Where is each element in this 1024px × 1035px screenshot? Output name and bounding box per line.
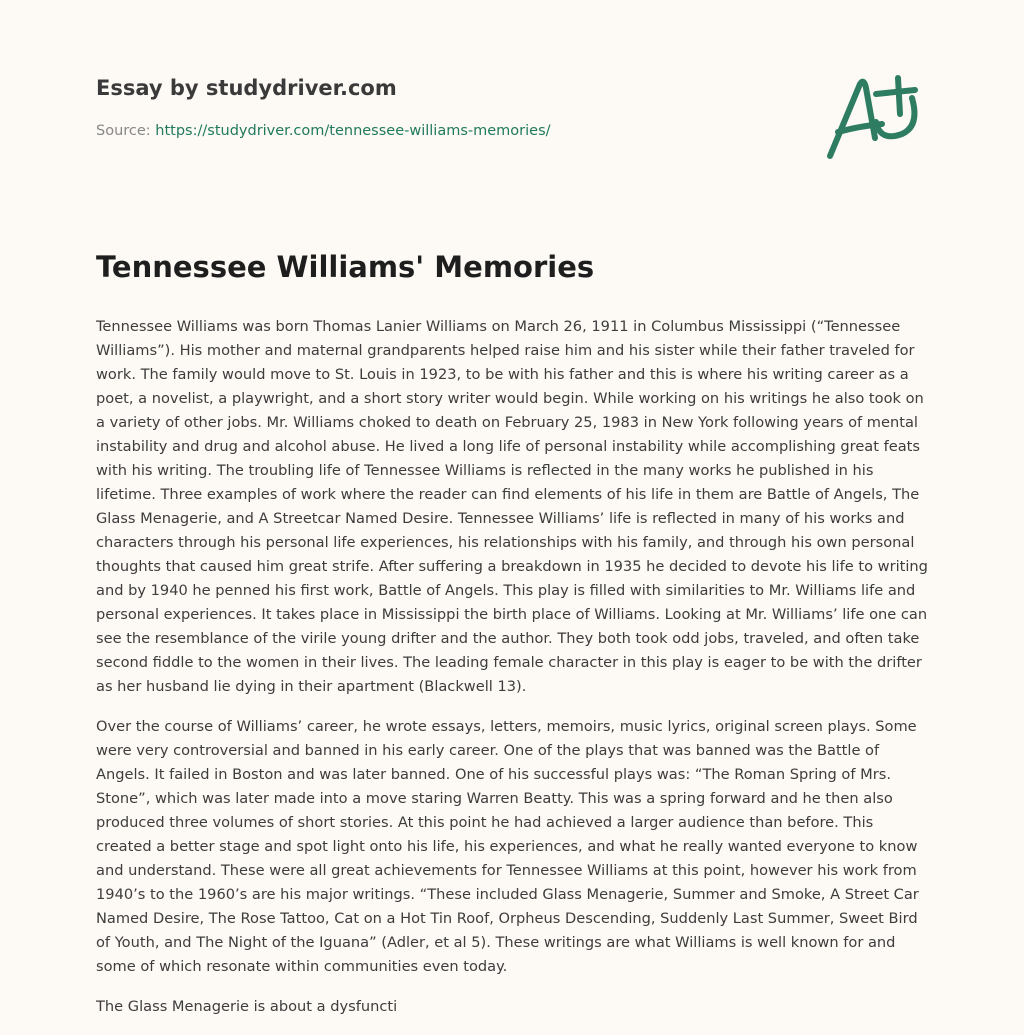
source-line: [96, 123, 551, 139]
site-brand: Essay by studydriver.com: [96, 76, 397, 100]
source-label: Source:: [96, 123, 151, 139]
a-plus-logo-icon: [820, 66, 930, 166]
paragraph: Over the course of Williams’ career, he wrote essays, letters, memoirs, music lyrics, original screen plays. Some were very controversial and banned in his early career. One of the plays that was banned was the Battle of Angels. It failed in Boston and was later banned. One of his successful plays was: “The Roman Spring of Mrs. Stone”, which was later made into a move staring Warren Beatty. This was a spring forward and he then also produced three volumes of short stories. At this point he had achieved a larger audience than before. This created a better stage and spot light onto his life, his experiences, and what he really wanted everyone to know and understand. These were all great achievements for Tennessee Williams at this point, however his work from 1940’s to the 1960’s are his major writings. “These included Glass Menagerie, Summer and Smoke, A Street Car Named Desire, The Rose Tattoo, Cat on a Hot Tin Roof, Orpheus Descending, Suddenly Last Summer, Sweet Bird of Youth, and The Night of the Iguana” (Adler, et al 5). These writings are what Williams is well known for and some of which resonate within communities even today.: [96, 718, 919, 975]
source-link[interactable]: https://studydriver.com/tennessee-williams-memories/: [155, 123, 551, 139]
article-body: [96, 315, 932, 1035]
paragraph: The Glass Menagerie is about a dysfuncti: [96, 998, 398, 1015]
article-title: Tennessee Williams' Memories: [96, 250, 595, 284]
paragraph: Tennessee Williams was born Thomas Lanier Williams on March 26, 1911 in Columbus Mississippi (“Tennessee Williams”). His mother and maternal grandparents helped raise him and his sister while their father traveled for work. The family would move to St. Louis in 1923, to be with his father and this is where his writing career as a poet, a novelist, a playwright, and a short story writer would begin. While working on his writings he also took on a variety of other jobs. Mr. Williams choked to death on February 25, 1983 in New York following years of mental instability and drug and alcohol abuse. He lived a long life of personal instability while accomplishing great feats with his writing. The troubling life of Tennessee Williams is reflected in the many works he published in his lifetime. Three examples of work where the reader can find elements of his life in them are Battle of Angels, The Glass Menagerie, and A Streetcar Named Desire. Tennessee Williams’ life is reflected in many of his works and characters through his personal life experiences, his relationships with his family, and through his own personal thoughts that caused him great strife. After suffering a breakdown in 1935 he decided to devote his life to writing and by 1940 he penned his first work, Battle of Angels. This play is filled with similarities to Mr. Williams life and personal experiences. It takes place in Mississippi the birth place of Williams. Looking at Mr. Williams’ life one can see the resemblance of the virile young drifter and the author. They both took odd jobs, traveled, and often take second fiddle to the women in their lives. The leading female character in this play is eager to be with the drifter as her husband lie dying in their apartment (Blackwell 13).: [96, 318, 928, 695]
